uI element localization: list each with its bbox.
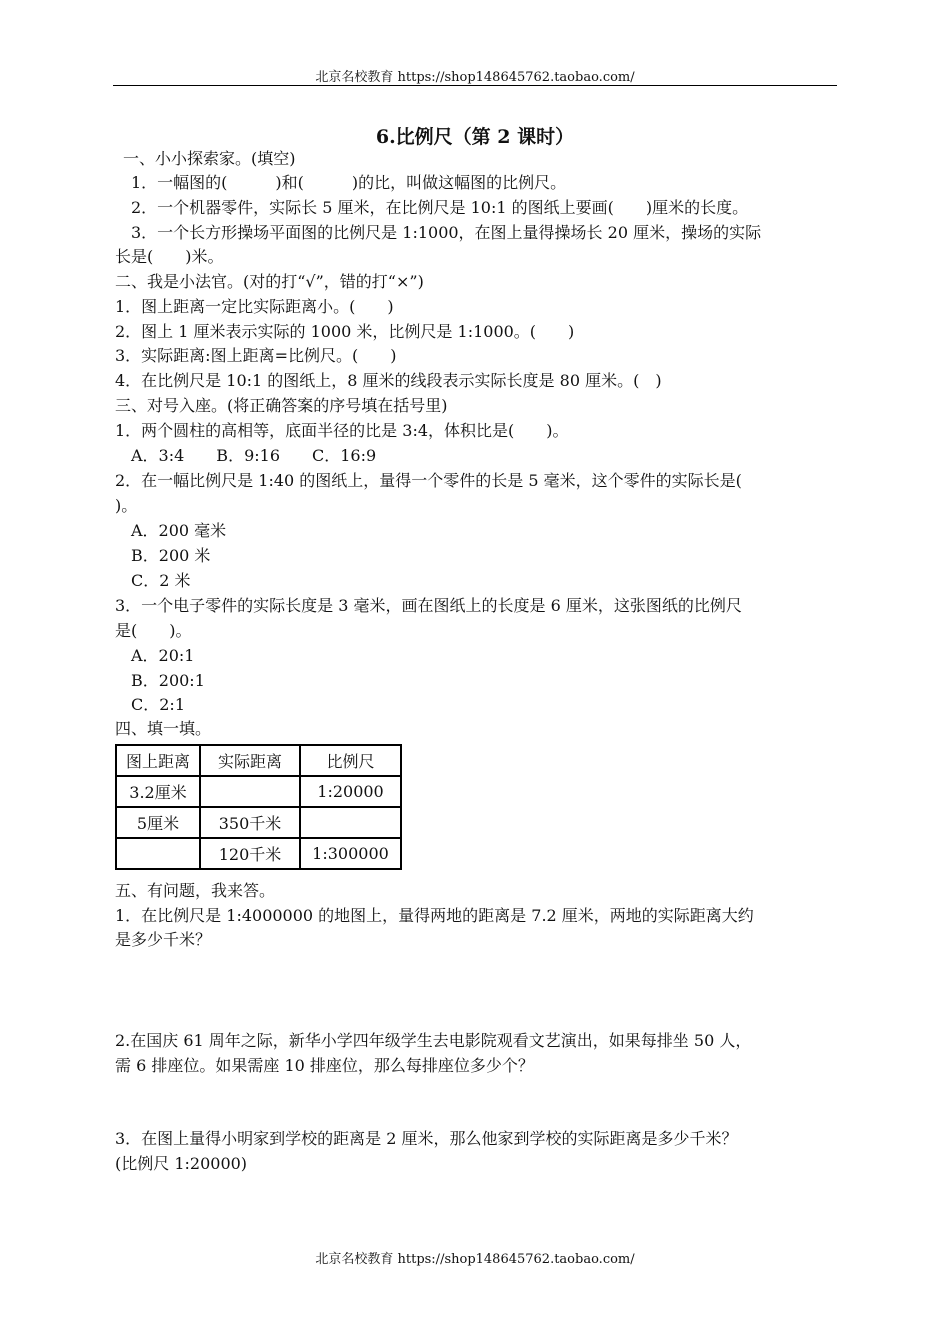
section5-q1-line1: 1．在比例尺是 1:4000000 的地图上，量得两地的距离是 7.2 厘米，两地的实际距离大约 <box>115 906 754 925</box>
table-header-cell: 图上距离 <box>116 745 200 776</box>
section5-q3-line2: (比例尺 1:20000) <box>115 1154 248 1173</box>
section3-q3-line2: 是( )。 <box>115 621 192 640</box>
table-row <box>116 838 401 869</box>
section3-q3-option-c: C．2:1 <box>131 695 185 714</box>
section5-q2-line2: 需 6 排座位。如果需座 10 排座位，那么每排座位多少个？ <box>115 1056 534 1075</box>
page-footer: 北京名校教育 https://shop148645762.taobao.com/ <box>315 1252 635 1267</box>
table-cell <box>200 776 300 807</box>
section3-q2-option-c: C．2 米 <box>131 571 191 590</box>
page-header: 北京名校教育 https://shop148645762.taobao.com/ <box>315 70 635 85</box>
section1-heading: 一、小小探索家。(填空) <box>123 149 296 168</box>
table-header-cell: 实际距离 <box>200 745 300 776</box>
page-title: 6.比例尺（第 2 课时） <box>375 126 575 148</box>
table-header-cell: 比例尺 <box>300 745 401 776</box>
section2-q2: 2．图上 1 厘米表示实际的 1000 米，比例尺是 1:1000。( ) <box>115 322 575 341</box>
table-cell: 120千米 <box>200 838 300 869</box>
section3-q2-option-a: A．200 毫米 <box>131 521 227 540</box>
header-rule <box>113 85 837 86</box>
section3-q3-option-b: B．200:1 <box>131 671 205 690</box>
table-cell: 1:20000 <box>300 776 401 807</box>
section3-q3-option-a: A．20:1 <box>131 646 195 665</box>
table-cell <box>300 807 401 838</box>
table-row <box>116 807 401 838</box>
table-cell: 1:300000 <box>300 838 401 869</box>
section3-q3-line1: 3．一个电子零件的实际长度是 3 毫米，画在图纸上的长度是 6 厘米，这张图纸的比例尺 <box>115 596 742 615</box>
section5-heading: 五、有问题，我来答。 <box>115 881 276 900</box>
section5-q2-line1: 2.在国庆 61 周年之际，新华小学四年级学生去电影院观看文艺演出，如果每排坐 50 人， <box>115 1031 752 1050</box>
section4-heading: 四、填一填。 <box>115 719 212 738</box>
section1-q2: 2．一个机器零件，实际长 5 厘米，在比例尺是 10:1 的图纸上要画( )厘米的长度。 <box>131 198 749 217</box>
section3-q2-line2: )。 <box>115 496 138 515</box>
section1-q1: 1．一幅图的( )和( )的比，叫做这幅图的比例尺。 <box>131 173 567 192</box>
section3-heading: 三、对号入座。(将正确答案的序号填在括号里) <box>115 396 448 415</box>
section2-q1: 1．图上距离一定比实际距离小。( ) <box>115 297 394 316</box>
section2-heading: 二、我是小法官。(对的打“√”，错的打“×”) <box>115 272 424 291</box>
section2-q3: 3．实际距离:图上距离=比例尺。( ) <box>115 346 397 365</box>
section2-q4: 4．在比例尺是 10:1 的图纸上，8 厘米的线段表示实际长度是 80 厘米。( ) <box>115 371 662 390</box>
table-row <box>116 776 401 807</box>
section3-q2-option-b: B．200 米 <box>131 546 211 565</box>
table-cell: 5厘米 <box>116 807 200 838</box>
section1-q3-line2: 长是( )米。 <box>115 247 224 266</box>
section3-q2-line1: 2．在一幅比例尺是 1:40 的图纸上，量得一个零件的长是 5 毫米，这个零件的实际长是( <box>115 471 742 490</box>
table-cell: 350千米 <box>200 807 300 838</box>
section5-q3-line1: 3．在图上量得小明家到学校的距离是 2 厘米，那么他家到学校的实际距离是多少千米？ <box>115 1129 738 1148</box>
section3-q1: 1．两个圆柱的高相等，底面半径的比是 3:4，体积比是( )。 <box>115 421 569 440</box>
section1-q3-line1: 3．一个长方形操场平面图的比例尺是 1:1000，在图上量得操场长 20 厘米，操场的实际 <box>131 223 762 242</box>
table-header-row <box>116 745 401 776</box>
table-cell: 3.2厘米 <box>116 776 200 807</box>
table-cell <box>116 838 200 869</box>
section3-q1-options: A．3:4 B．9:16 C．16:9 <box>131 446 377 465</box>
scale-table <box>115 744 402 870</box>
section5-q1-line2: 是多少千米？ <box>115 930 212 949</box>
